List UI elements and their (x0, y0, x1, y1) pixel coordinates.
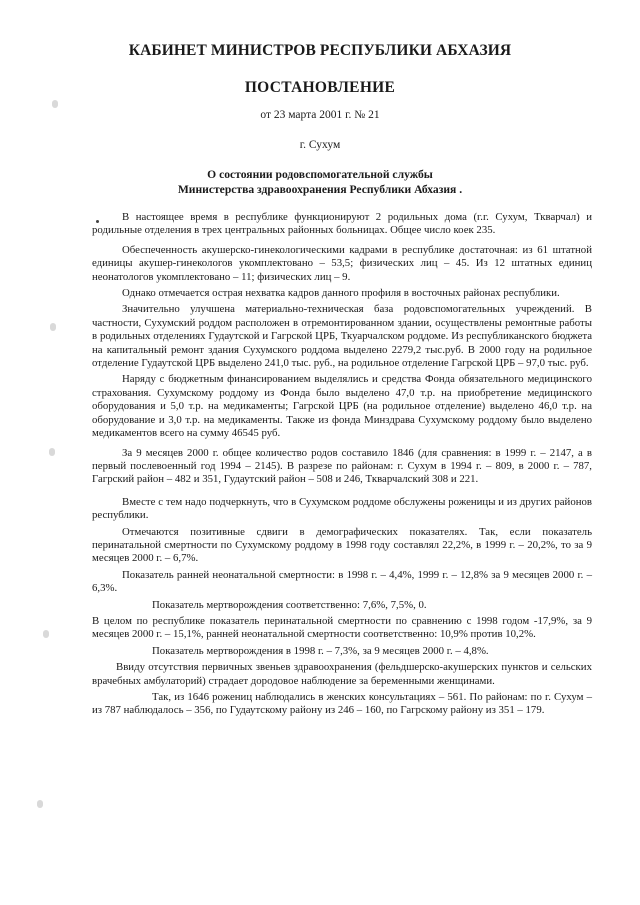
paragraph-other-districts: Вместе с тем надо подчеркнуть, что в Сухумском роддоме обслужены роженицы и из других районов республики. (92, 495, 592, 522)
subject-line-1: О состоянии родовспомогательной службы (207, 168, 433, 181)
subject-line-2: Министерства здравоохранения Республики Абхазия . (177, 183, 463, 196)
paragraph-material-base: Значительно улучшена материально-техническая база родовспомогательных учреждений. В частности, Сухумский роддом расположен в отремонтированном здании, осуществлены ремонтные работы в родильных отделениях Гудаутской и Гагрской ЦРБ, Ткуарчалском роддоме. Из республиканского бюджета на капитальный ремонт здания Сухумского роддома выделено 2279,2 тыс.руб. В 2000 году на родильное отделение Гудаутской ЦРБ выделено 241,0 тыс. руб., на родильное отделение Гагрской ЦРБ – 97,0 тыс. руб. (92, 303, 592, 370)
paragraph-stillbirth: Показатель мертворождения соответственно: 7,6%, 7,5%, 0. (152, 598, 427, 611)
paragraph-prenatal-care: Ввиду отсутствия первичных звеньев здравоохранения (фельдшерско-акушерских пунктов и сельских врачебных амбулаторий) страдает дородовое наблюдение за беременными женщинами. (92, 661, 592, 687)
document-city: г. Сухум (299, 139, 341, 151)
paragraph-staffing: Обеспеченность акушерско-гинекологическими кадрами в республике достаточная: из 61 штатной единицы акушер-гинекологов укомплектовано – 53,5; физических лиц – 45. Из 12 штатных единиц неонатологов укомплектовано – 11; физических лиц – 9. (92, 243, 592, 283)
paragraph-consultations: Так, из 1646 рожениц наблюдались в женских консультациях – 561. По районам: по г. Сухум – из 787 наблюдалось – 356, по Гудаутскому району из 246 – 160, по Гагрскому району из 351 – 179. (92, 691, 592, 717)
organization-heading: КАБИНЕТ МИНИСТРОВ РЕСПУБЛИКИ АБХАЗИЯ (128, 42, 512, 59)
document-date-number: от 23 марта 2001 г. № 21 (260, 109, 380, 121)
paragraph-births-count: За 9 месяцев 2000 г. общее количество родов составило 1846 (для сравнения: в 1999 г. – 2147, а в первый послевоенный год 1994 – 2145). В разрезе по районам: г. Сухум в 1994 г. – 809, в 2000 г. – 787, Гагрский район – 482 и 351, Гудаутский район – 508 и 246, Ткварчалский 308 и 221. (92, 446, 592, 486)
document-subject (0, 167, 640, 197)
paragraph-insurance-fund: Наряду с бюджетным финансированием выделялись и средства Фонда обязательного медицинского страхования. Сухумскому роддому из Фонда было выделено 47,0 т.р. на приобретение медицинского оборудования и 5,0 т.р. на медикаменты; Гагрской ЦРБ (на родильное отделение) выделено 46,0 т.р. на оборудование и 3,0 т.р. на медикаменты. Также из фонда Минздрава Сухумскому роддому было выделено медикаментов всего на сумму 46545 руб. (92, 373, 592, 440)
paragraph-republic-total: В целом по республике показатель перинатальной смертности по сравнению с 1998 годом -17,9%, за 9 месяцев 2000 г. – 15,1%, ранней неонатальной смертности соответственно: 10,9% против 10,2%. (92, 614, 592, 641)
paragraph-facilities: В настоящее время в республике функционируют 2 родильных дома (г.г. Сухум, Ткварчал) и родильные отделения в трех центральных районных больницах. Общее число коек 235. (92, 211, 592, 237)
scan-mark (43, 630, 49, 638)
paragraph-neonatal-mortality: Показатель ранней неонатальной смертности: в 1998 г. – 4,4%, 1999 г. – 12,8% за 9 месяцев 2000 г. – 6,3%. (92, 568, 592, 595)
scan-speck (96, 220, 99, 223)
paragraph-staff-shortage: Однако отмечается острая нехватка кадров данного профиля в восточных районах республики. (122, 287, 560, 300)
paragraph-perinatal-mortality: Отмечаются позитивные сдвиги в демографических показателях. Так, если показатель перинатальной смертности по Сухумскому роддому в 1998 году составлял 22,2%, в 1999 г. – 20,2%, то за 9 месяцев 2000 г. – 6,7%. (92, 525, 592, 565)
scan-mark (50, 323, 56, 331)
document-body (92, 211, 592, 721)
document-type-heading: ПОСТАНОВЛЕНИЕ (244, 79, 396, 96)
paragraph-stillbirth-republic: Показатель мертворождения в 1998 г. – 7,3%, за 9 месяцев 2000 г. – 4,8%. (152, 644, 489, 657)
scan-mark (37, 800, 43, 808)
scan-mark (49, 448, 55, 456)
scan-mark (52, 100, 58, 108)
